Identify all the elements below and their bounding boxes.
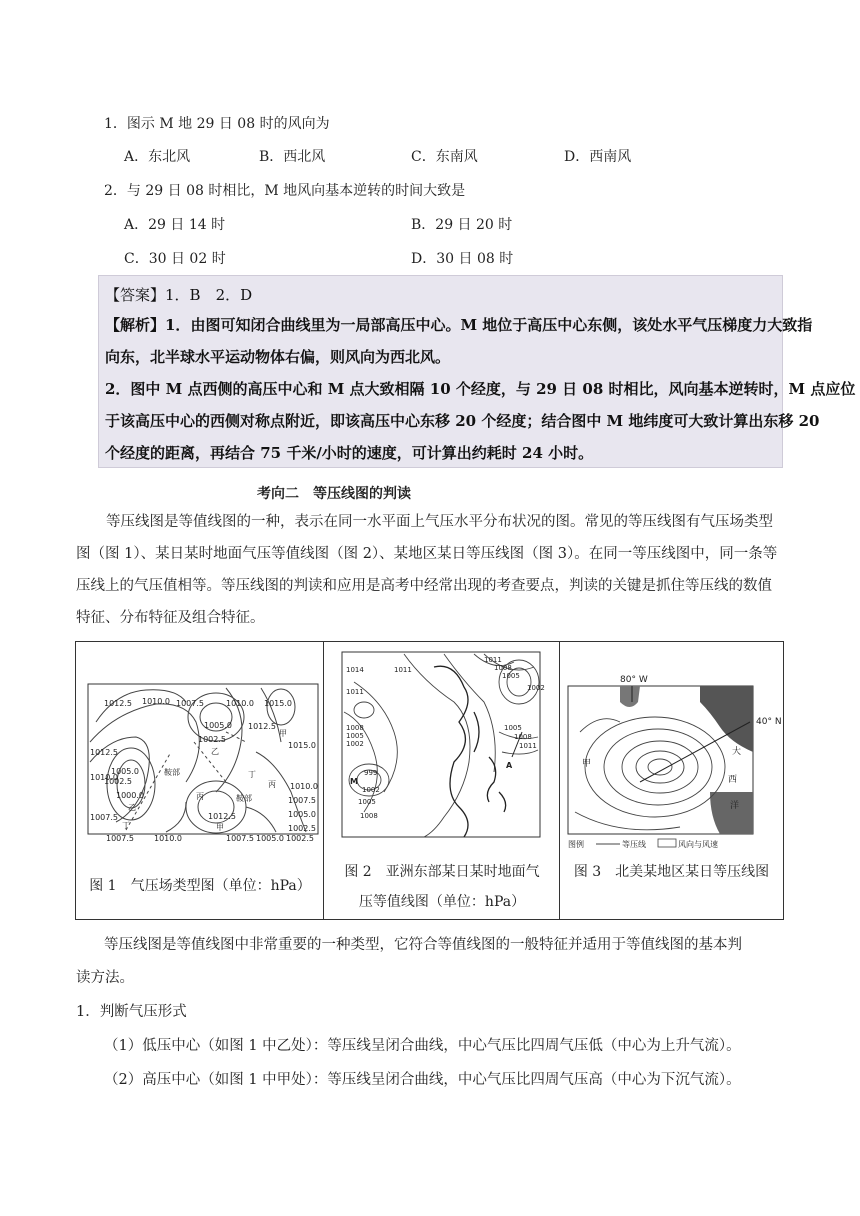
fig3-label: 洋 [730, 801, 740, 811]
section-heading: 考向二 等压线图的判读 [257, 486, 411, 502]
figure-1-cell [76, 642, 324, 919]
fig1-label: 1005.0 [111, 767, 139, 776]
q1-option-b: B．西北风 [259, 149, 326, 165]
fig1-label: 1005.0 [288, 810, 316, 819]
fig1-label: 鞍部 [164, 768, 180, 777]
figure-1-map [76, 642, 324, 842]
fig1-label: 1015.0 [288, 741, 316, 750]
fig1-label: 丁 [122, 821, 130, 830]
q2-option-c: C．30 日 02 时 [124, 251, 226, 267]
fig1-label: 乙 [128, 803, 136, 812]
fig1-label: 1012.5 [104, 699, 132, 708]
fig1-label: 鞍部 [236, 794, 252, 803]
analysis-line-5: 个经度的距离，再结合 75 千米/小时的速度，可计算出约耗时 24 小时。 [105, 444, 594, 462]
intro-paragraph: 等压线图是等值线图的一种，表示在同一水平面上气压水平分布状况的图。常见的等压线图有气压场类型图（图 1）、某日某时地面气压等值线图（图 2）、某地区某日等压线图（图 3）。在同一等压线图中，同一条等压线上的气压值相等。等压线图的判读和应用是高考中经常出现的考查要点，判读的关键是抓住等压线的数值特征、分布特征及组合特征。 [76, 514, 778, 626]
fig1-label: 1002.5 [198, 735, 226, 744]
figure-2-cell [324, 642, 560, 919]
fig1-label: 1005.0 [256, 834, 284, 842]
answer-box [98, 275, 856, 468]
fig2-label: 1005 [346, 732, 364, 740]
fig2-label: 1011 [519, 742, 537, 750]
figure-2-caption-line-2: 压等值线图（单位：hPa） [358, 894, 526, 910]
fig3-label: 甲 [582, 759, 592, 769]
fig2-label: 1002 [362, 786, 380, 794]
fig3-label: 大 [732, 747, 742, 757]
fig2-label: 999 [364, 769, 378, 777]
fig1-label: 1007.5 [176, 699, 204, 708]
fig1-label: 甲 [279, 729, 287, 738]
figure-3-caption: 图 3 北美某地区某日等压线图 [573, 864, 770, 880]
fig1-label: 1015.0 [264, 699, 292, 708]
fig2-label: 1008 [514, 733, 532, 741]
analysis-line-2: 向东，北半球水平运动物体右偏，则风向为西北风。 [105, 348, 451, 366]
fig1-label: 1005.0 [204, 721, 232, 730]
fig1-label: 1012.5 [90, 748, 118, 757]
fig1-label: 1000.0 [116, 791, 144, 800]
fig2-label: A [506, 761, 513, 770]
fig1-label: 1002.5 [104, 777, 132, 786]
fig1-label: 1002.5 [288, 824, 316, 833]
fig3-legend-isobar: 等压线 [622, 840, 646, 849]
fig2-label: 1002 [527, 684, 545, 692]
fig2-label: 1008 [360, 812, 378, 820]
fig3-label: 40° N [756, 717, 782, 727]
fig2-label: 1011 [394, 666, 412, 674]
fig1-label: 丙 [196, 792, 204, 801]
figure-table [75, 641, 784, 920]
q2-option-d: D．30 日 08 时 [411, 251, 514, 267]
answer-line: 【答案】1．B 2．D [105, 286, 253, 304]
subsection-1-item-2: （2）高压中心（如图 1 中甲处）：等压线呈闭合曲线，中心气压比四周气压高（中心为下沉气流）。 [104, 1072, 741, 1088]
fig1-label: 1010.0 [290, 782, 318, 791]
fig1-label: 1010.0 [226, 699, 254, 708]
para2-line-1: 等压线图是等值线图中非常重要的一种类型，它符合等值线图的一般特征并适用于等值线图的基本判 [104, 937, 742, 953]
fig2-label: 1014 [346, 666, 364, 674]
fig1-label: 1012.5 [248, 722, 276, 731]
fig1-label: 1007.5 [226, 834, 254, 842]
fig3-label: 80° W [620, 675, 648, 685]
figure-3-map [560, 642, 783, 852]
fig1-label: 丁 [248, 770, 256, 779]
fig2-label: 1002 [346, 740, 364, 748]
analysis-line-4: 于该高压中心的西侧对称点附近，即该高压中心东移 20 个经度；结合图中 M 地纬度可大致计算出东移 20 [105, 412, 820, 430]
q1-option-c: C．东南风 [411, 149, 478, 165]
question-1-stem: 1．图示 M 地 29 日 08 时的风向为 [104, 116, 330, 132]
fig1-label: 1007.5 [106, 834, 134, 842]
fig3-legend-wind: 风向与风速 [678, 840, 718, 849]
fig1-label: 1007.5 [288, 796, 316, 805]
subsection-1-item-1: （1）低压中心（如图 1 中乙处）：等压线呈闭合曲线，中心气压比四周气压低（中心为上升气流）。 [104, 1038, 741, 1054]
fig1-label: 1010.0 [90, 773, 118, 782]
fig3-legend-title: 图例 [568, 840, 584, 849]
fig2-label: M [350, 777, 358, 786]
q1-option-a: A．东北风 [124, 149, 191, 165]
fig1-label: 乙 [211, 747, 219, 756]
figure-2-map [324, 642, 560, 847]
analysis-line-3: 2．图中 M 点西侧的高压中心和 M 点大致相隔 10 个经度，与 29 日 08 时相比，风向基本逆转时，M 点应位 [105, 380, 856, 398]
para2-line-2: 读方法。 [76, 970, 134, 986]
fig2-label: 1005 [358, 798, 376, 806]
fig1-label: 1002.5 [286, 834, 314, 842]
fig1-label: 1007.5 [90, 813, 118, 822]
subsection-1-title: 1．判断气压形式 [76, 1004, 187, 1020]
fig1-label: 1012.5 [208, 812, 236, 821]
fig2-label: 1011 [346, 688, 364, 696]
question-2-stem: 2．与 29 日 08 时相比，M 地风向基本逆转的时间大致是 [104, 183, 466, 199]
fig1-label: 丙 [268, 780, 276, 789]
q2-option-b: B．29 日 20 时 [411, 217, 513, 233]
figure-1-caption: 图 1 气压场类型图（单位：hPa） [89, 878, 311, 894]
analysis-line-1: 【解析】1．由图可知闭合曲线里为一局部高压中心。M 地位于高压中心东侧，该处水平气压梯度力大致指 [105, 316, 813, 334]
fig1-label: 1010.0 [142, 697, 170, 706]
fig1-label: 甲 [216, 823, 224, 832]
fig2-label: 1008 [494, 664, 512, 672]
fig2-label: 1005 [504, 724, 522, 732]
figure-2-caption-line-1: 图 2 亚洲东部某日某时地面气 [344, 864, 540, 880]
fig1-label: 1010.0 [154, 834, 182, 842]
fig2-label: 1008 [346, 724, 364, 732]
q1-option-d: D．西南风 [564, 149, 632, 165]
figure-3-cell [560, 642, 783, 919]
fig3-label: 西 [728, 775, 738, 785]
fig2-label: 1005 [502, 672, 520, 680]
fig2-label: 1011 [484, 656, 502, 664]
q2-option-a: A．29 日 14 时 [124, 217, 226, 233]
